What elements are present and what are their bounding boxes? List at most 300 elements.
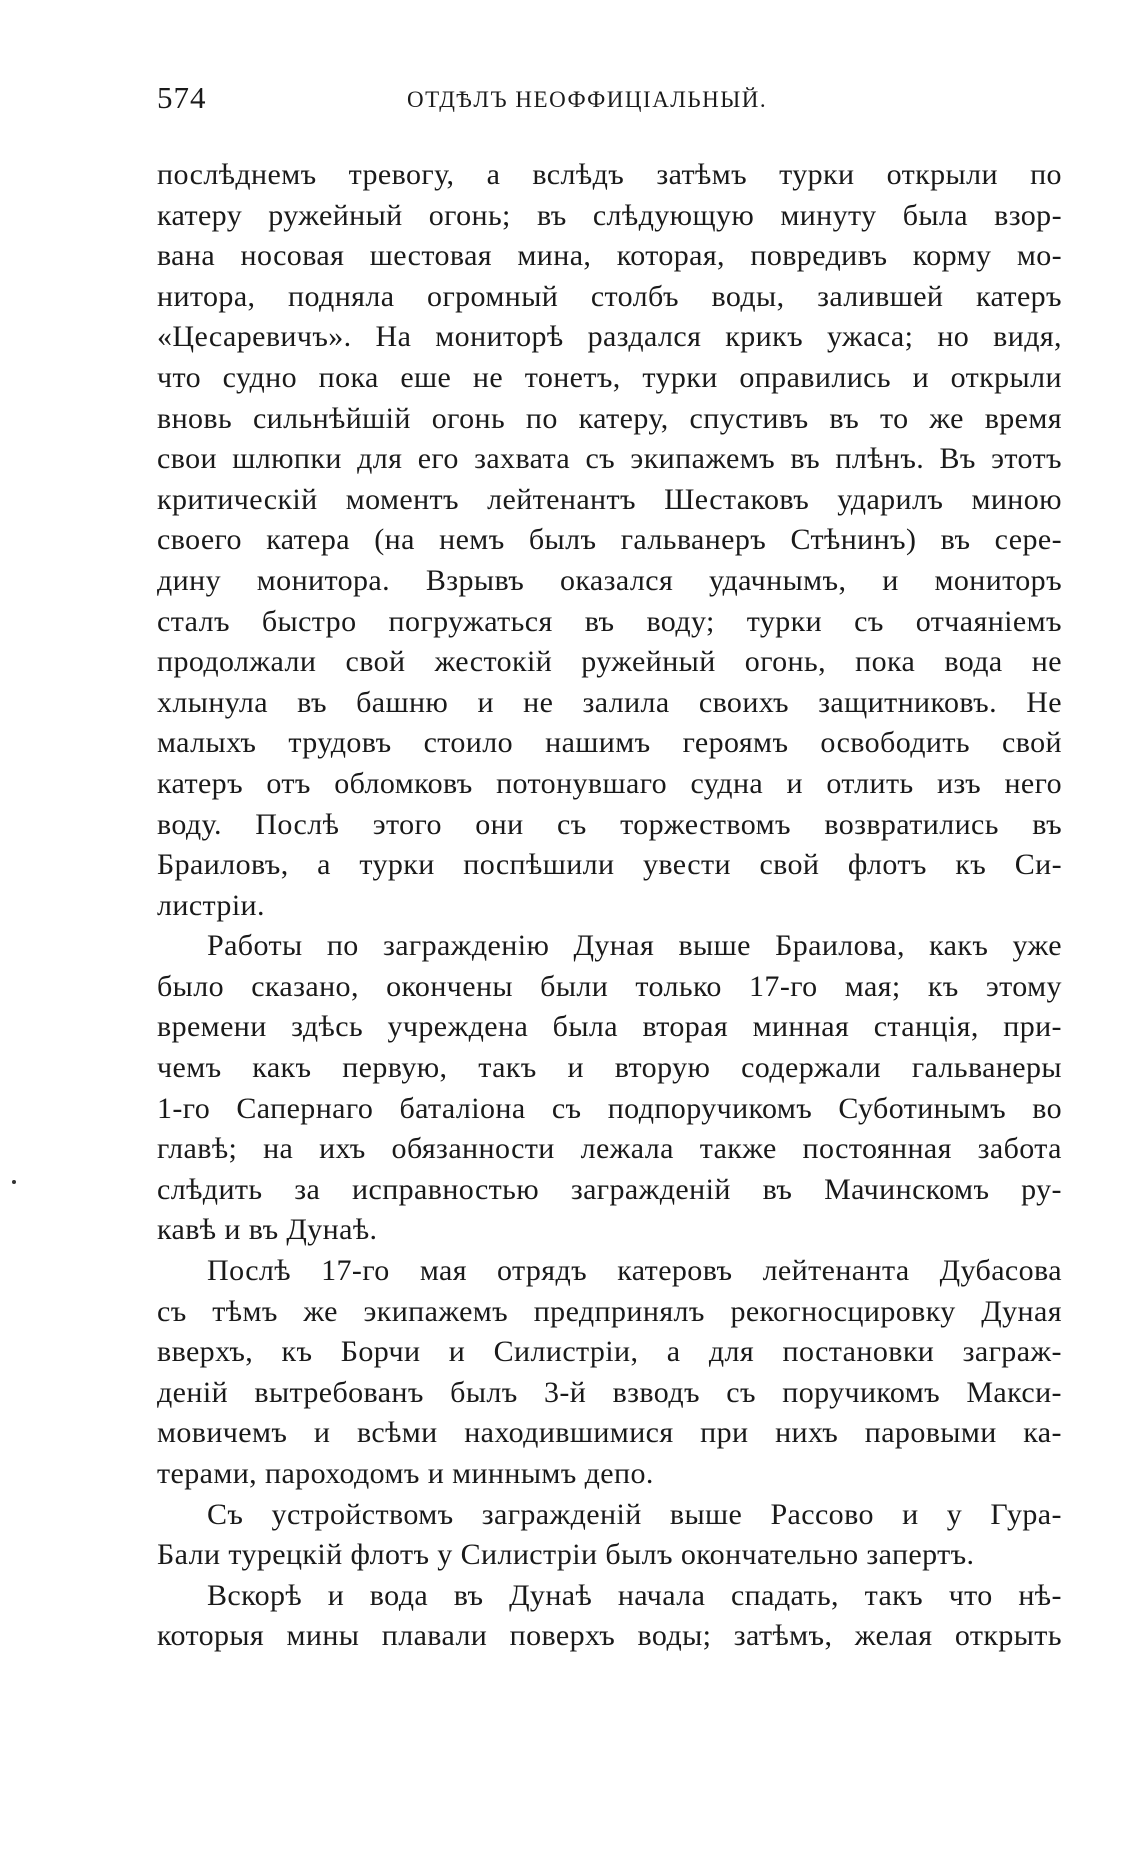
word: мовичемъ <box>157 1416 288 1450</box>
word: и <box>224 1213 241 1247</box>
word: загражденію <box>382 929 550 963</box>
text-line <box>157 561 1062 602</box>
word: всѣми <box>356 1416 438 1450</box>
word: они <box>475 807 524 841</box>
word: 17-го <box>321 1254 390 1288</box>
word: минная <box>752 1010 850 1044</box>
word: Дубасова <box>939 1254 1062 1288</box>
word: забота <box>977 1132 1062 1166</box>
text-line <box>157 277 1062 318</box>
word: Браиловъ, <box>157 848 289 882</box>
word: возвратились <box>824 807 999 841</box>
word: не <box>1031 645 1062 679</box>
margin-speck <box>12 1180 16 1184</box>
word: корму <box>912 239 992 273</box>
word: Сапернаго <box>236 1091 374 1125</box>
word: ударилъ <box>837 482 944 516</box>
word: мины <box>286 1619 360 1653</box>
word: быстро <box>261 604 357 638</box>
text-line <box>157 1616 1062 1657</box>
word: постановки <box>782 1335 935 1369</box>
word: мо- <box>1016 239 1062 273</box>
word: отрядъ <box>497 1254 588 1288</box>
word: мониторѣ <box>435 320 564 354</box>
word: былъ <box>450 1375 518 1409</box>
word: лежала <box>580 1132 674 1166</box>
text-line <box>157 926 1062 967</box>
word: желая <box>854 1619 933 1653</box>
word: мониторъ <box>934 563 1062 597</box>
text-line <box>157 1292 1062 1333</box>
text-line <box>157 317 1062 358</box>
word: (на <box>374 523 415 557</box>
word: взводъ <box>612 1375 700 1409</box>
word: начала <box>617 1578 706 1612</box>
text-line <box>157 358 1062 399</box>
word: Суботинымъ <box>838 1091 1006 1125</box>
word: слѣдующую <box>592 198 755 232</box>
word: и <box>448 1335 466 1369</box>
word: Силистріи, <box>493 1335 639 1369</box>
word: заграж- <box>962 1335 1062 1369</box>
word: оказался <box>560 563 674 597</box>
word: рекогносцировку <box>730 1294 956 1328</box>
word: вновь <box>157 401 233 435</box>
word: героямъ <box>682 726 789 760</box>
text-line <box>157 845 1062 886</box>
running-title: ОТДѢЛЪ НЕОФФИЦІАЛЬНЫЙ. <box>407 87 768 112</box>
word: также <box>699 1132 777 1166</box>
word: поспѣшили <box>463 848 615 882</box>
word: тонетъ, <box>524 360 621 394</box>
text-line <box>157 439 1062 480</box>
text-line <box>157 480 1062 521</box>
word: открыли <box>950 360 1062 394</box>
word: шестовая <box>369 239 492 273</box>
word: обломковъ <box>334 766 473 800</box>
word: экипажемъ <box>630 442 776 476</box>
word: вытребованъ <box>254 1375 424 1409</box>
text-line <box>157 1495 1062 1536</box>
word: мая; <box>844 969 901 1003</box>
word: потонувшаго <box>496 766 668 800</box>
word: и <box>902 1497 919 1531</box>
word: на <box>263 1132 294 1166</box>
word: Дунаѣ <box>509 1578 593 1612</box>
word: спадать, <box>730 1578 839 1612</box>
word: сталъ <box>157 604 230 638</box>
word: которыя <box>157 1619 265 1653</box>
word: у <box>437 1538 453 1572</box>
word: Взрывъ <box>425 563 525 597</box>
word: подпоручикомъ <box>607 1091 813 1125</box>
word: окончательно <box>680 1538 859 1572</box>
word: дину <box>157 563 221 597</box>
word: исправностью <box>352 1172 540 1206</box>
word: 17-го <box>749 969 818 1003</box>
word: съ <box>726 1375 756 1409</box>
word: сере- <box>994 523 1062 557</box>
word: листріи. <box>157 888 265 922</box>
word: вслѣдъ <box>532 158 625 191</box>
word: были <box>540 969 609 1003</box>
word: хлынула <box>157 685 268 719</box>
word: депо. <box>584 1457 654 1490</box>
body-text <box>157 155 1062 1657</box>
text-line <box>157 1535 1062 1576</box>
word: отлить <box>826 766 914 800</box>
word: во <box>1032 1091 1062 1125</box>
word: мая <box>419 1254 467 1288</box>
word: то <box>880 401 909 435</box>
word: по <box>525 401 558 435</box>
word: въ <box>762 1172 793 1206</box>
word: шлюпки <box>232 442 342 476</box>
word: и <box>567 1051 584 1085</box>
word: времени <box>157 1010 267 1044</box>
word: былъ <box>605 1538 673 1572</box>
word: плѣнъ. <box>835 442 925 476</box>
word: паровыми <box>864 1416 997 1450</box>
word: катеровъ <box>617 1254 733 1288</box>
word: минуту <box>780 198 877 232</box>
word: а <box>317 848 331 882</box>
word: тѣмъ <box>212 1294 278 1328</box>
word: отъ <box>266 766 311 800</box>
word: 3-й <box>544 1375 587 1409</box>
word: изъ <box>936 766 982 800</box>
text-line <box>157 1413 1062 1454</box>
word: раздался <box>587 320 702 354</box>
word: не <box>523 685 554 719</box>
text-line <box>157 967 1062 1008</box>
word: Мачинскомъ <box>824 1172 990 1206</box>
word: у <box>946 1497 963 1531</box>
word: и <box>882 563 899 597</box>
text-line <box>157 723 1062 764</box>
word: Стѣнинъ) <box>790 523 917 557</box>
text-line <box>157 399 1062 440</box>
word: время <box>984 401 1062 435</box>
word: судно <box>222 360 297 394</box>
word: которая, <box>616 239 725 273</box>
word: пароходомъ <box>265 1457 420 1490</box>
word: воды; <box>637 1619 712 1653</box>
word: какъ <box>929 929 989 963</box>
word: въ <box>829 401 860 435</box>
word: Рассово <box>770 1497 874 1531</box>
word: вверхъ, <box>157 1335 254 1369</box>
word: катеръ <box>157 766 243 800</box>
text-line <box>157 764 1062 805</box>
word: ру- <box>1021 1172 1062 1206</box>
word: къ <box>927 969 959 1003</box>
word: катеру <box>157 198 243 232</box>
word: лейтенантъ <box>487 482 636 516</box>
word: Дуная <box>981 1294 1062 1328</box>
word: деній <box>157 1375 229 1409</box>
word: удачнымъ, <box>708 563 847 597</box>
word: ка- <box>1023 1416 1062 1450</box>
word: пока <box>318 360 379 394</box>
word: мина, <box>517 239 592 273</box>
word: экипажемъ <box>363 1294 509 1328</box>
word: Съ <box>207 1497 244 1531</box>
word: и <box>477 685 494 719</box>
word: нѣ- <box>1018 1578 1062 1612</box>
word: только <box>635 969 722 1003</box>
word: воды, <box>711 279 785 313</box>
word: пока <box>855 645 916 679</box>
word: въ <box>790 442 821 476</box>
word: а <box>666 1335 681 1369</box>
word: для <box>357 442 403 476</box>
word: учреждена <box>387 1010 529 1044</box>
word: не <box>472 360 504 394</box>
text-line <box>157 1170 1062 1211</box>
word: загражденій <box>570 1172 731 1206</box>
word: свой <box>1002 726 1062 760</box>
word: съ <box>585 442 616 476</box>
word: такъ <box>864 1578 924 1612</box>
word: еше <box>400 360 452 394</box>
word: лейтенанта <box>762 1254 910 1288</box>
word: катеръ <box>975 279 1062 313</box>
text-line <box>157 1576 1062 1617</box>
word: къ <box>955 848 987 882</box>
word: сказано, <box>251 969 359 1003</box>
word: монитора. <box>256 563 391 597</box>
word: находившимися <box>464 1416 674 1450</box>
word: вода <box>944 645 1003 679</box>
word: съ <box>854 604 884 638</box>
word: ужаса; <box>826 320 914 354</box>
word: свой <box>345 645 406 679</box>
word: видя, <box>993 320 1062 354</box>
word: въ <box>297 685 327 719</box>
word: же <box>303 1294 338 1328</box>
word: въ <box>536 198 567 232</box>
word: немъ <box>439 523 505 557</box>
word: Макси- <box>966 1375 1062 1409</box>
word: здѣсь <box>291 1010 364 1044</box>
word: Гура- <box>990 1497 1062 1531</box>
text-line <box>157 1210 1062 1251</box>
word: нитора, <box>157 279 256 313</box>
word: кавѣ <box>157 1213 217 1247</box>
word: огонь, <box>744 645 826 679</box>
word: спустивъ <box>689 401 809 435</box>
word: была <box>902 198 968 232</box>
word: повредивъ <box>750 239 888 273</box>
word: защитниковъ. <box>818 685 997 719</box>
word: въ <box>248 1213 279 1247</box>
word: а <box>486 158 501 191</box>
word: огонь; <box>428 198 511 232</box>
text-line <box>157 1373 1062 1414</box>
word: слѣдить <box>157 1172 263 1206</box>
word: обязанности <box>391 1132 555 1166</box>
word: ихъ <box>319 1132 366 1166</box>
word: и <box>912 360 930 394</box>
word: судна <box>690 766 764 800</box>
word: для <box>708 1335 755 1369</box>
word: такъ <box>478 1051 537 1085</box>
word: «Цесаревичъ». <box>157 320 352 354</box>
text-line <box>157 520 1062 561</box>
word: гальванеръ <box>620 523 767 557</box>
word: вана <box>157 239 216 273</box>
word: станція, <box>873 1010 979 1044</box>
word: вторую <box>614 1051 711 1085</box>
word: затѣмъ <box>656 158 747 191</box>
word: башню <box>356 685 449 719</box>
word: и <box>327 1578 345 1612</box>
text-line <box>157 1454 1062 1495</box>
word: жестокій <box>434 645 553 679</box>
word: критическій <box>157 482 318 516</box>
word: Борчи <box>340 1335 421 1369</box>
word: залившей <box>817 279 944 313</box>
word: нихъ <box>775 1416 839 1450</box>
word: терами, <box>157 1457 258 1490</box>
word: Не <box>1026 685 1062 719</box>
word: Въ <box>939 442 976 476</box>
word: первую, <box>342 1051 448 1085</box>
word: при- <box>1003 1010 1062 1044</box>
word: же <box>929 401 964 435</box>
word: Силистріи <box>460 1538 598 1572</box>
text-line <box>157 1089 1062 1130</box>
word: тревогу, <box>348 158 455 191</box>
word: подняла <box>288 279 395 313</box>
word: носовая <box>240 239 345 273</box>
word: съ <box>157 1294 187 1328</box>
word: крикъ <box>725 320 804 354</box>
word: залила <box>582 685 670 719</box>
word: Дунаѣ. <box>286 1213 378 1247</box>
word: содержали <box>741 1051 882 1085</box>
word: воду. <box>157 807 222 841</box>
word: послѣднемъ <box>157 158 317 191</box>
word: Вскорѣ <box>207 1578 303 1612</box>
word: запертъ. <box>866 1538 975 1572</box>
word: какъ <box>252 1051 312 1085</box>
word: Бали <box>157 1538 221 1572</box>
text-line <box>157 1251 1062 1292</box>
word: баталіона <box>399 1091 526 1125</box>
word: взор- <box>994 198 1062 232</box>
word: Дуная <box>573 929 655 963</box>
word: сильнѣйшій <box>252 401 411 435</box>
word: съ <box>551 1091 582 1125</box>
word: выше <box>669 1497 743 1531</box>
word: своего <box>157 523 242 557</box>
word: Послѣ <box>255 807 340 841</box>
word: Браилова, <box>775 929 905 963</box>
word: Работы <box>207 929 303 963</box>
word: вода <box>369 1578 429 1612</box>
word: загражденій <box>481 1497 642 1531</box>
word: 1-го <box>157 1091 211 1125</box>
word: флотъ <box>350 1538 430 1572</box>
word: за <box>294 1172 321 1206</box>
word: отчаяніемъ <box>915 604 1062 638</box>
word: главѣ; <box>157 1132 238 1166</box>
word: столбъ <box>590 279 679 313</box>
word: былъ <box>528 523 597 557</box>
word: турки <box>746 604 823 638</box>
word: свои <box>157 442 217 476</box>
text-line <box>157 886 1062 927</box>
word: своихъ <box>698 685 789 719</box>
word: въ <box>1032 807 1062 841</box>
word: была <box>552 1010 618 1044</box>
text-line <box>157 1129 1062 1170</box>
text-line <box>157 642 1062 683</box>
word: по <box>1030 158 1062 191</box>
word: турки <box>642 360 718 394</box>
word: при <box>700 1416 749 1450</box>
word: чемъ <box>157 1051 222 1085</box>
word: затѣмъ, <box>733 1619 833 1653</box>
word: предпринялъ <box>533 1294 705 1328</box>
word: этого <box>372 807 442 841</box>
word: по <box>326 929 359 963</box>
page-number: 574 <box>157 80 207 115</box>
word: открыть <box>954 1619 1062 1653</box>
word: моментъ <box>345 482 459 516</box>
word: миннымъ <box>452 1457 577 1490</box>
word: выше <box>678 929 751 963</box>
word: и <box>313 1416 331 1450</box>
word: продолжали <box>157 645 317 679</box>
text-line <box>157 1048 1062 1089</box>
word: освободить <box>820 726 970 760</box>
word: Си- <box>1014 848 1062 882</box>
word: Послѣ <box>207 1254 291 1288</box>
word: турецкій <box>228 1538 343 1572</box>
word: флотъ <box>847 848 927 882</box>
word: къ <box>281 1335 313 1369</box>
word: въ <box>584 604 615 638</box>
word: увести <box>643 848 731 882</box>
word: стоило <box>423 726 514 760</box>
word: катеру, <box>578 401 669 435</box>
text-line <box>157 196 1062 237</box>
word: плавали <box>381 1619 488 1653</box>
word: захвата <box>474 442 571 476</box>
text-line <box>157 155 1062 196</box>
word: ружейный <box>581 645 716 679</box>
text-line <box>157 683 1062 724</box>
word: что <box>948 1578 993 1612</box>
word: вторая <box>642 1010 729 1044</box>
word: Шестаковъ <box>664 482 810 516</box>
word: уже <box>1012 929 1062 963</box>
word: гальванеры <box>911 1051 1062 1085</box>
page-header <box>157 78 1062 118</box>
text-line <box>157 1007 1062 1048</box>
word: и <box>427 1457 445 1490</box>
word: огонь <box>431 401 506 435</box>
word: поверхъ <box>509 1619 616 1653</box>
text-line <box>157 602 1062 643</box>
word: нашимъ <box>545 726 651 760</box>
word: свой <box>759 848 820 882</box>
word: оправились <box>739 360 891 394</box>
text-line <box>157 1332 1062 1373</box>
